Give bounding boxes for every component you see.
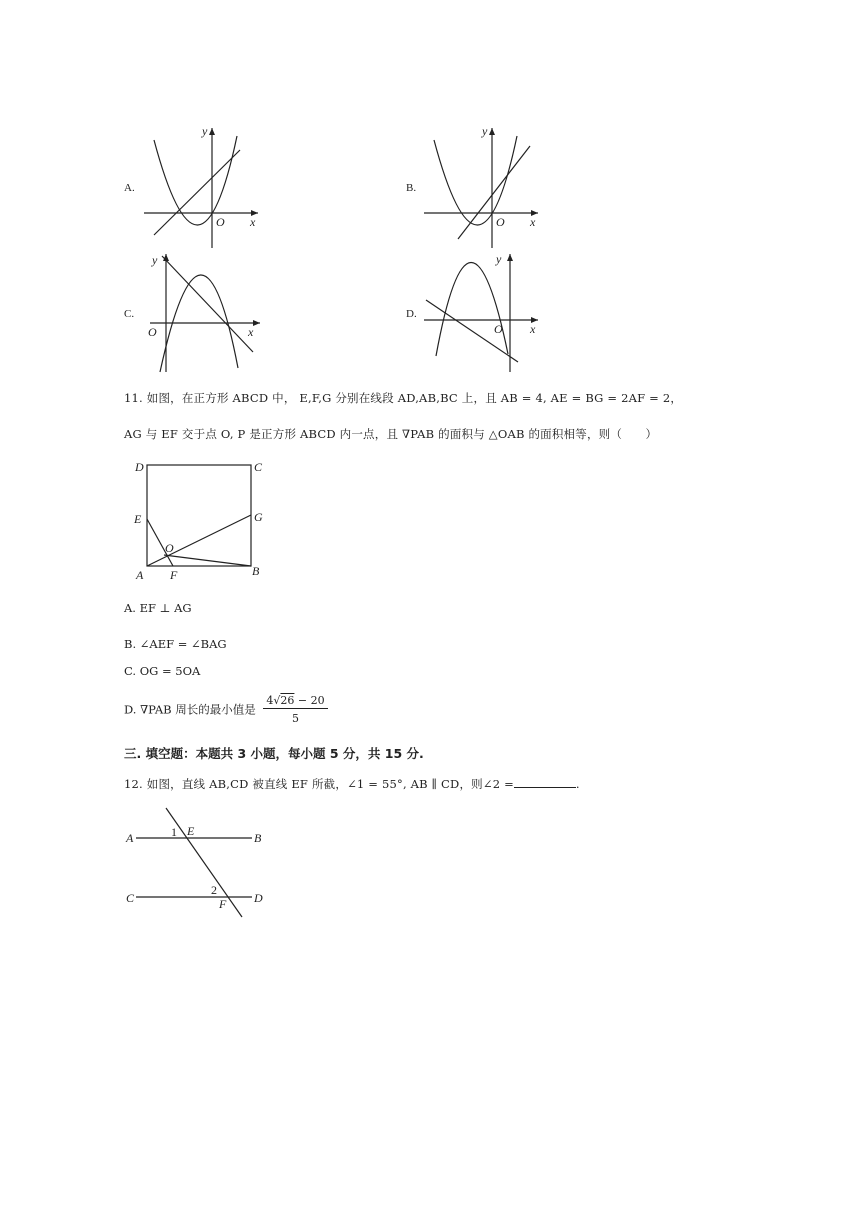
- svg-text:A: A: [136, 568, 144, 582]
- svg-text:x: x: [248, 325, 254, 339]
- svg-text:O: O: [165, 541, 174, 555]
- q11-choice-b: B. ∠AEF = ∠BAG: [124, 637, 227, 651]
- q11-choice-d: [124, 694, 328, 725]
- svg-text:B: B: [252, 564, 260, 578]
- option-a-graph: [140, 122, 270, 252]
- option-d-graph: [420, 250, 550, 380]
- q12-text: 12. 如图，直线 AB,CD 被直线 EF 所截，∠1 = 55°, AB ∥ CD，则∠2 = .: [124, 777, 580, 791]
- svg-text:B: B: [254, 831, 262, 845]
- option-c-graph: [140, 250, 270, 380]
- svg-text:y: y: [482, 124, 488, 138]
- q12-parallel-lines-figure: [122, 805, 272, 920]
- svg-text:E: E: [187, 824, 195, 838]
- svg-text:D: D: [135, 460, 144, 474]
- q11-line-2: AG 与 EF 交于点 O, P 是正方形 ABCD 内一点，且 ∇PAB 的面积与 △OAB 的面积相等，则（ ）: [124, 427, 658, 441]
- svg-text:A: A: [126, 831, 134, 845]
- axis-y-label: y: [202, 124, 208, 138]
- svg-text:1: 1: [171, 825, 177, 839]
- q11-choice-d-fraction: $\frac{4√26 - 20}{5}$: [263, 694, 327, 725]
- svg-text:O: O: [494, 322, 503, 336]
- svg-text:x: x: [530, 215, 536, 229]
- origin-label: O: [216, 215, 225, 229]
- section-3-title: 三. 填空题：本题共 3 小题，每小题 5 分，共 15 分.: [124, 746, 424, 761]
- svg-text:O: O: [496, 215, 505, 229]
- option-b-graph: [420, 122, 550, 252]
- svg-text:C: C: [126, 891, 135, 905]
- axis-x-label: x: [250, 215, 256, 229]
- svg-text:y: y: [496, 252, 502, 266]
- svg-text:y: y: [152, 253, 158, 267]
- q11-line-1: 11. 如图，在正方形 ABCD 中， E,F,G 分别在线段 AD,AB,BC 上，且 AB = 4, AE = BG = 2AF = 2，: [124, 391, 683, 405]
- q11-square-figure: [130, 455, 280, 585]
- svg-text:2: 2: [211, 883, 217, 897]
- q11-choice-a: A. EF ⊥ AG: [124, 601, 192, 615]
- svg-text:E: E: [134, 512, 142, 526]
- svg-text:F: F: [219, 897, 227, 911]
- svg-text:G: G: [254, 510, 263, 524]
- svg-text:C: C: [254, 460, 263, 474]
- q11-choice-c: C. OG = 5OA: [124, 664, 201, 678]
- svg-text:O: O: [148, 325, 157, 339]
- q12-answer-blank[interactable]: [514, 777, 576, 788]
- option-c-label: C.: [124, 308, 135, 320]
- svg-text:x: x: [530, 322, 536, 336]
- svg-text:F: F: [170, 568, 178, 582]
- option-a-label: A.: [124, 182, 135, 194]
- svg-text:D: D: [254, 891, 263, 905]
- option-b-label: B.: [406, 182, 417, 194]
- q11-choice-d-text: D. ∇PAB 周长的最小值是: [124, 702, 256, 717]
- option-d-label: D.: [406, 308, 417, 320]
